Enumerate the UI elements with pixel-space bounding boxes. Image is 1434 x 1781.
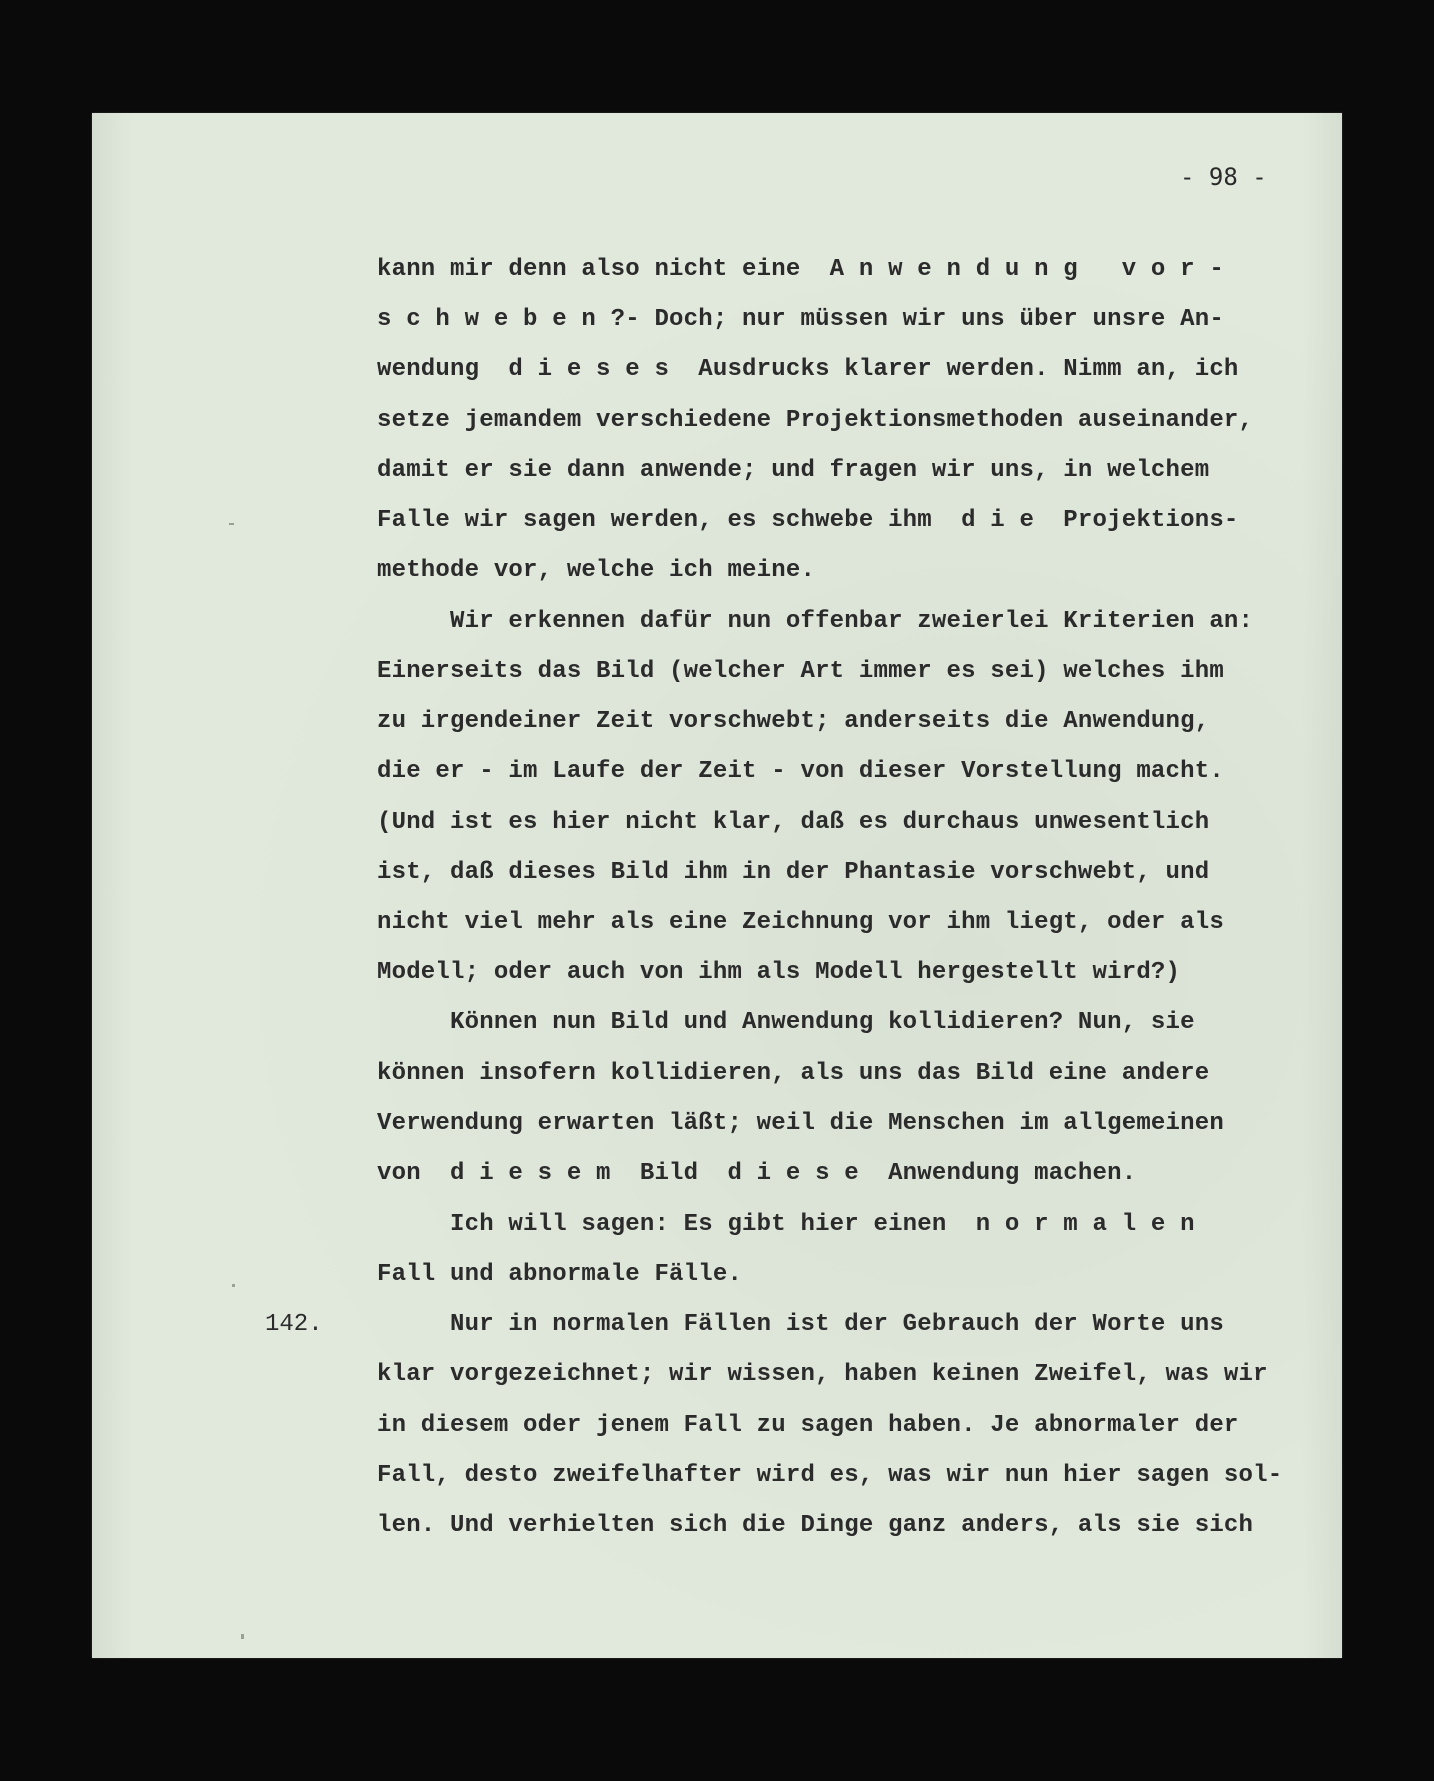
text-line: setze jemandem verschiedene Projektionsmethoden auseinander, <box>377 407 1254 434</box>
paper-speck <box>229 523 234 525</box>
text-line: Modell; oder auch von ihm als Modell hergestellt wird?) <box>377 959 1181 986</box>
text-line: (Und ist es hier nicht klar, daß es durchaus unwesentlich <box>377 809 1210 836</box>
text-line: Fall, desto zweifelhafter wird es, was wir nun hier sagen sol- <box>377 1462 1283 1489</box>
paragraph-number: 142. <box>265 1311 323 1338</box>
text-line: Verwendung erwarten läßt; weil die Menschen im allgemeinen <box>377 1110 1224 1137</box>
paper-speck <box>232 1284 235 1287</box>
text-line: ist, daß dieses Bild ihm in der Phantasie vorschwebt, und <box>377 859 1210 886</box>
text-line: die er - im Laufe der Zeit - von dieser Vorstellung macht. <box>377 758 1224 785</box>
text-line: Fall und abnormale Fälle. <box>377 1261 743 1288</box>
text-line: Einerseits das Bild (welcher Art immer es sei) welches ihm <box>377 658 1224 685</box>
text-line: Wir erkennen dafür nun offenbar zweierlei Kriterien an: <box>377 608 1254 635</box>
text-line: in diesem oder jenem Fall zu sagen haben. Je abnormaler der <box>377 1412 1239 1439</box>
text-line: Falle wir sagen werden, es schwebe ihm d i e Projektions- <box>377 507 1239 534</box>
text-line: von d i e s e m Bild d i e s e Anwendung machen. <box>377 1160 1137 1187</box>
text-line: kann mir denn also nicht eine A n w e n d u n g v o r - <box>377 256 1224 283</box>
text-line: methode vor, welche ich meine. <box>377 557 816 584</box>
text-line: klar vorgezeichnet; wir wissen, haben keinen Zweifel, was wir <box>377 1361 1268 1388</box>
text-line: können insofern kollidieren, als uns das Bild eine andere <box>377 1060 1210 1087</box>
text-line: Nur in normalen Fällen ist der Gebrauch der Worte uns <box>377 1311 1224 1338</box>
text-line: zu irgendeiner Zeit vorschwebt; anderseits die Anwendung, <box>377 708 1210 735</box>
paper-speck <box>241 1634 244 1639</box>
text-line: s c h w e b e n ?- Doch; nur müssen wir uns über unsre An- <box>377 306 1224 333</box>
text-line: damit er sie dann anwende; und fragen wir uns, in welchem <box>377 457 1210 484</box>
text-line: Ich will sagen: Es gibt hier einen n o r m a l e n <box>377 1211 1195 1238</box>
text-line: nicht viel mehr als eine Zeichnung vor ihm liegt, oder als <box>377 909 1224 936</box>
text-line: len. Und verhielten sich die Dinge ganz anders, als sie sich <box>377 1512 1254 1539</box>
text-line: wendung d i e s e s Ausdrucks klarer werden. Nimm an, ich <box>377 356 1239 383</box>
text-line: Können nun Bild und Anwendung kollidieren? Nun, sie <box>377 1009 1195 1036</box>
page-number: - 98 - <box>1180 163 1267 191</box>
